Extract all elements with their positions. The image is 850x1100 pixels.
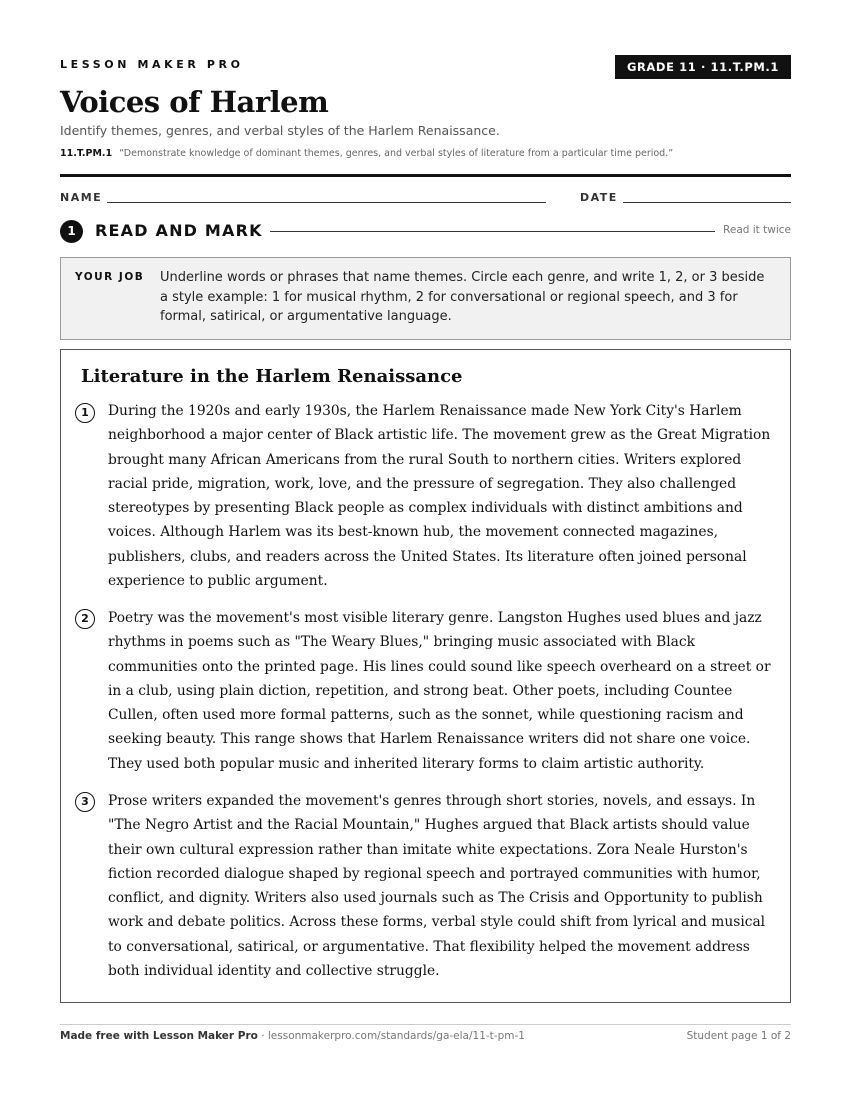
worksheet-header — [60, 55, 791, 79]
section-number-badge: 1 — [60, 220, 83, 243]
instructions-label: YOUR JOB — [75, 271, 145, 283]
section-divider — [270, 231, 715, 232]
standard-text: “Demonstrate knowledge of dominant themes, genres, and verbal styles of literature from a particular time period.” — [119, 148, 674, 159]
paragraph-number: 2 — [75, 609, 95, 629]
page-subtitle: Identify themes, genres, and verbal styles of the Harlem Renaissance. — [60, 123, 500, 138]
standard-code: 11.T.PM.1 — [60, 148, 113, 159]
footer-made-with: Made free with Lesson Maker Pro — [60, 1030, 258, 1042]
paragraph: During the 1920s and early 1930s, the Harlem Renaissance made New York City's Harlem neighborhood a major center of Black artistic life. The movement grew as the Great Migration brought many African Americans from the rural South to northern cities. Writers explored racial pride, migration, work, love, and the pressure of segregation. They also challenged stereotypes by presenting Black people as complex individuals with distinct ambitions and voices. Although Harlem was its best-known hub, the movement connected magazines, publishers, clubs, and readers across the United States. Its literature often joined personal experience to public argument. — [108, 403, 771, 590]
paragraph-number: 1 — [75, 403, 95, 423]
name-label: NAME — [60, 191, 103, 204]
brand-name: LESSON MAKER PRO — [60, 58, 244, 71]
passage-title: Literature in the Harlem Renaissance — [81, 366, 463, 387]
name-field[interactable] — [107, 202, 546, 203]
footer-url: · lessonmakerpro.com/standards/ga-ela/11-t-pm-1 — [257, 1030, 525, 1042]
paragraph: Poetry was the movement's most visible literary genre. Langston Hughes used blues and jazz rhythms in poems such as "The Weary Blues," bringing music associated with Black communities onto the printed page. His lines could sound like speech overheard on a street or in a club, using plain diction, repetition, and strong beat. Other poets, including Countee Cullen, often used more formal patterns, such as the sonnet, while questioning racism and seeking beauty. This range shows that Harlem Renaissance writers did not share one voice. They used both popular music and inherited literary forms to claim artistic authority. — [108, 610, 771, 772]
section-title: READ AND MARK — [95, 221, 263, 240]
date-label: DATE — [580, 191, 618, 204]
instructions-text: Underline words or phrases that name themes. Circle each genre, and write 1, 2, or 3 beside a style example: 1 for musical rhythm, 2 for conversational or regional speech, and 3 for formal, satirical, or argumentative language. — [160, 270, 765, 324]
footer-credit — [60, 1030, 525, 1042]
page-title: Voices of Harlem — [60, 85, 329, 119]
instructions-box — [60, 257, 791, 340]
grade-badge: GRADE 11 · 11.T.PM.1 — [615, 55, 791, 79]
paragraph: Prose writers expanded the movement's genres through short stories, novels, and essays. In "The Negro Artist and the Racial Mountain," Hughes argued that Black artists should value their own cultural expression rather than imitate white expectations. Zora Neale Hurston's fiction recorded dialogue shaped by regional speech and portrayed communities with humor, conflict, and dignity. Writers also used journals such as The Crisis and Opportunity to publish work and debate politics. Across these forms, verbal style could shift from lyrical and musical to conversational, satirical, or argumentative. That flexibility helped the movement address both individual identity and collective struggle. — [108, 793, 766, 980]
header-divider — [60, 174, 791, 177]
page-indicator: Student page 1 of 2 — [686, 1030, 791, 1042]
reading-passage — [60, 349, 791, 1003]
section-heading — [60, 219, 791, 243]
standard-line — [60, 148, 673, 159]
footer-divider — [60, 1024, 791, 1025]
paragraph-number: 3 — [75, 792, 95, 812]
section-note: Read it twice — [723, 224, 791, 236]
date-field[interactable] — [623, 202, 791, 203]
